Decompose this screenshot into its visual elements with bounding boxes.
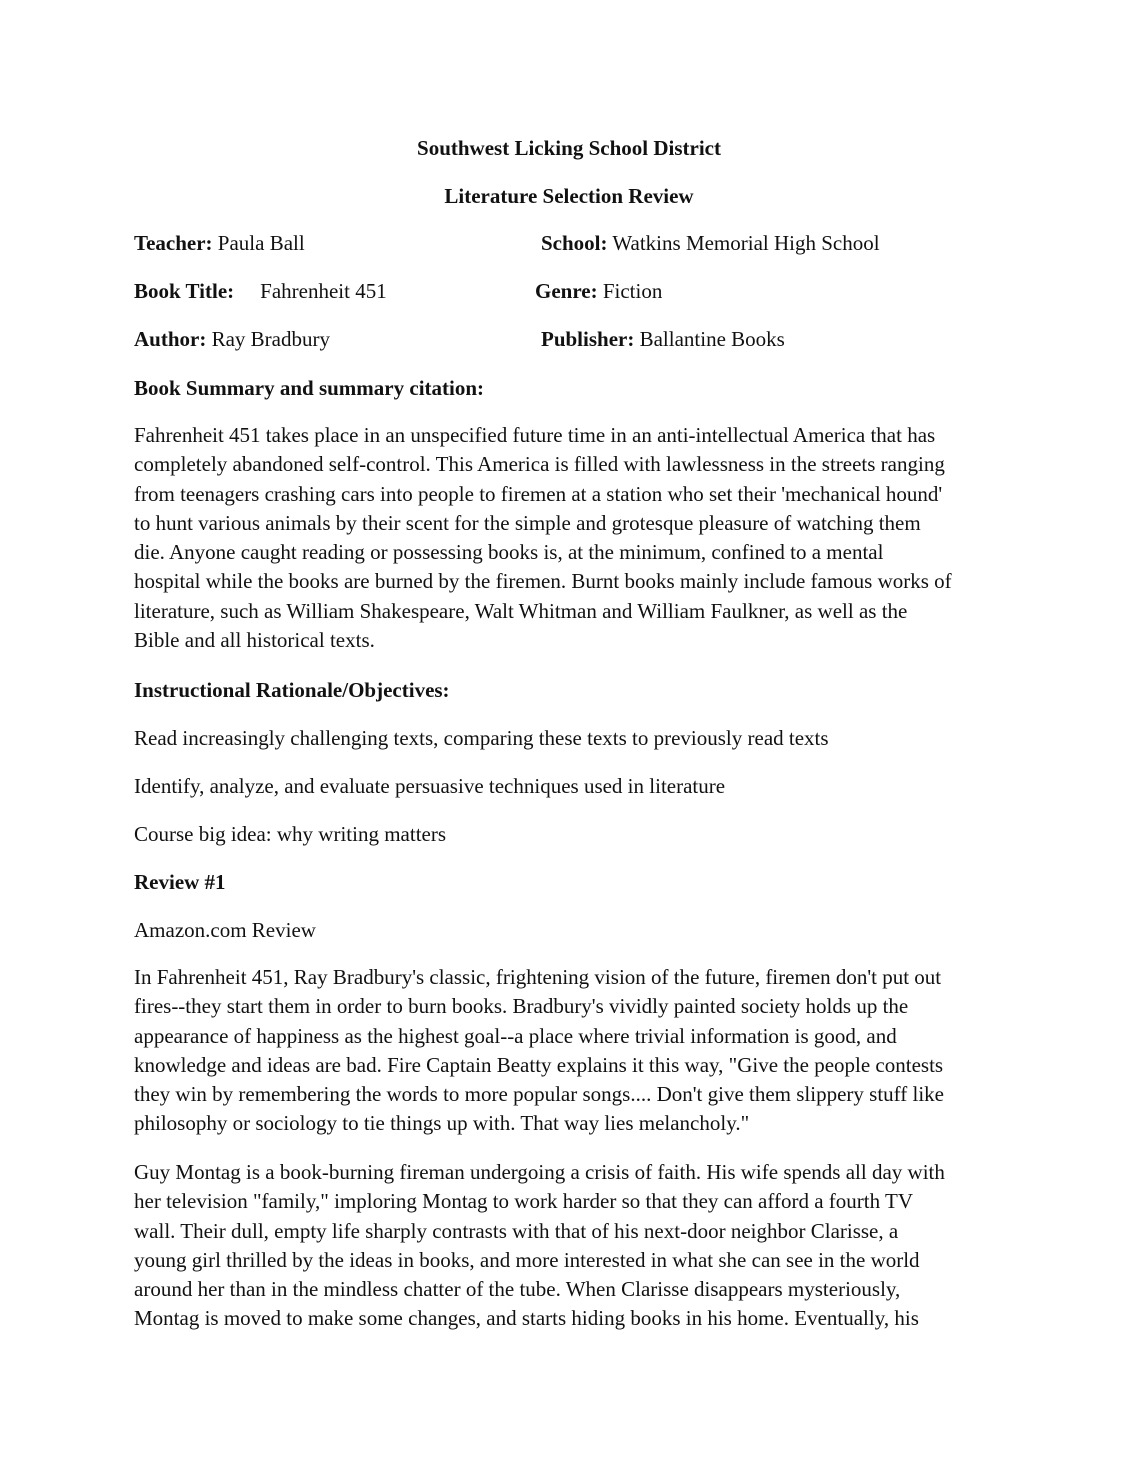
review-line: around her than in the mindless chatter of the tube. When Clarisse disappears mysteriously, bbox=[134, 1277, 901, 1302]
publisher-value: Ballantine Books bbox=[639, 327, 785, 351]
summary-line: from teenagers crashing cars into people to firemen at a station who set their 'mechanical hound' bbox=[134, 481, 943, 506]
summary-line: die. Anyone caught reading or possessing books is, at the minimum, confined to a mental bbox=[134, 540, 884, 565]
review-line: Montag is moved to make some changes, and starts hiding books in his home. Eventually, his bbox=[134, 1306, 919, 1331]
review-line: knowledge and ideas are bad. Fire Captain Beatty explains it this way, "Give the people contests bbox=[134, 1052, 944, 1077]
genre-label: Genre: bbox=[535, 279, 598, 303]
summary-heading: Book Summary and summary citation: bbox=[134, 376, 485, 400]
teacher-label: Teacher: bbox=[134, 231, 213, 255]
genre-field bbox=[535, 279, 662, 303]
author-field bbox=[134, 327, 330, 351]
book-title-label: Book Title: bbox=[134, 279, 235, 303]
review-line: her television "family," imploring Montag to work harder so that they can afford a fourth TV bbox=[134, 1189, 913, 1214]
review-line: young girl thrilled by the ideas in books, and more interested in what she can see in the world bbox=[134, 1247, 920, 1272]
rationale-item: Course big idea: why writing matters bbox=[134, 822, 447, 846]
genre-value: Fiction bbox=[602, 279, 663, 303]
summary-paragraph bbox=[134, 421, 1014, 655]
summary-line: hospital while the books are burned by the firemen. Burnt books mainly include famous works of bbox=[134, 569, 952, 594]
review-paragraph-2 bbox=[134, 1158, 1014, 1334]
teacher-field bbox=[134, 231, 305, 255]
review-line: Guy Montag is a book-burning fireman undergoing a crisis of faith. His wife spends all day with bbox=[134, 1160, 945, 1184]
review-line: appearance of happiness as the highest goal--a place where trivial information is good, and bbox=[134, 1023, 897, 1048]
summary-line: Bible and all historical texts. bbox=[134, 628, 375, 653]
review-line: fires--they start them in order to burn books. Bradbury's vividly painted society holds up the bbox=[134, 994, 909, 1019]
author-label: Author: bbox=[134, 327, 207, 351]
form-title: Literature Selection Review bbox=[444, 184, 694, 208]
review-paragraph-1 bbox=[134, 963, 1014, 1139]
review-line: they win by remembering the words to more popular songs.... Don't give them slippery stuff like bbox=[134, 1082, 945, 1107]
rationale-heading: Instructional Rationale/Objectives: bbox=[134, 678, 450, 702]
rationale-item: Read increasingly challenging texts, comparing these texts to previously read texts bbox=[134, 726, 829, 750]
review-line: philosophy or sociology to tie things up with. That way lies melancholy." bbox=[134, 1111, 750, 1136]
teacher-value: Paula Ball bbox=[217, 231, 305, 255]
review-line: In Fahrenheit 451, Ray Bradbury's classic, frightening vision of the future, firemen don't put out bbox=[134, 965, 942, 989]
book-title-value: Fahrenheit 451 bbox=[260, 279, 387, 303]
review-source: Amazon.com Review bbox=[134, 918, 316, 942]
review-line: wall. Their dull, empty life sharply contrasts with that of his next-door neighbor Clarisse, a bbox=[134, 1218, 899, 1243]
publisher-label: Publisher: bbox=[541, 327, 635, 351]
publisher-field bbox=[541, 327, 785, 351]
school-value: Watkins Memorial High School bbox=[612, 231, 880, 255]
summary-line: to hunt various animals by their scent for the simple and grotesque pleasure of watching them bbox=[134, 510, 921, 535]
summary-line: completely abandoned self-control. This America is filled with lawlessness in the streets ranging bbox=[134, 452, 945, 477]
school-field bbox=[541, 231, 880, 255]
book-title-field bbox=[134, 279, 387, 303]
school-label: School: bbox=[541, 231, 608, 255]
summary-line: literature, such as William Shakespeare, Walt Whitman and William Faulkner, as well as the bbox=[134, 598, 908, 623]
review-heading: Review #1 bbox=[134, 870, 226, 894]
author-value: Ray Bradbury bbox=[211, 327, 330, 351]
rationale-item: Identify, analyze, and evaluate persuasive techniques used in literature bbox=[134, 774, 726, 798]
summary-line: Fahrenheit 451 takes place in an unspecified future time in an anti-intellectual America that has bbox=[134, 423, 936, 447]
district-title: Southwest Licking School District bbox=[417, 136, 721, 160]
